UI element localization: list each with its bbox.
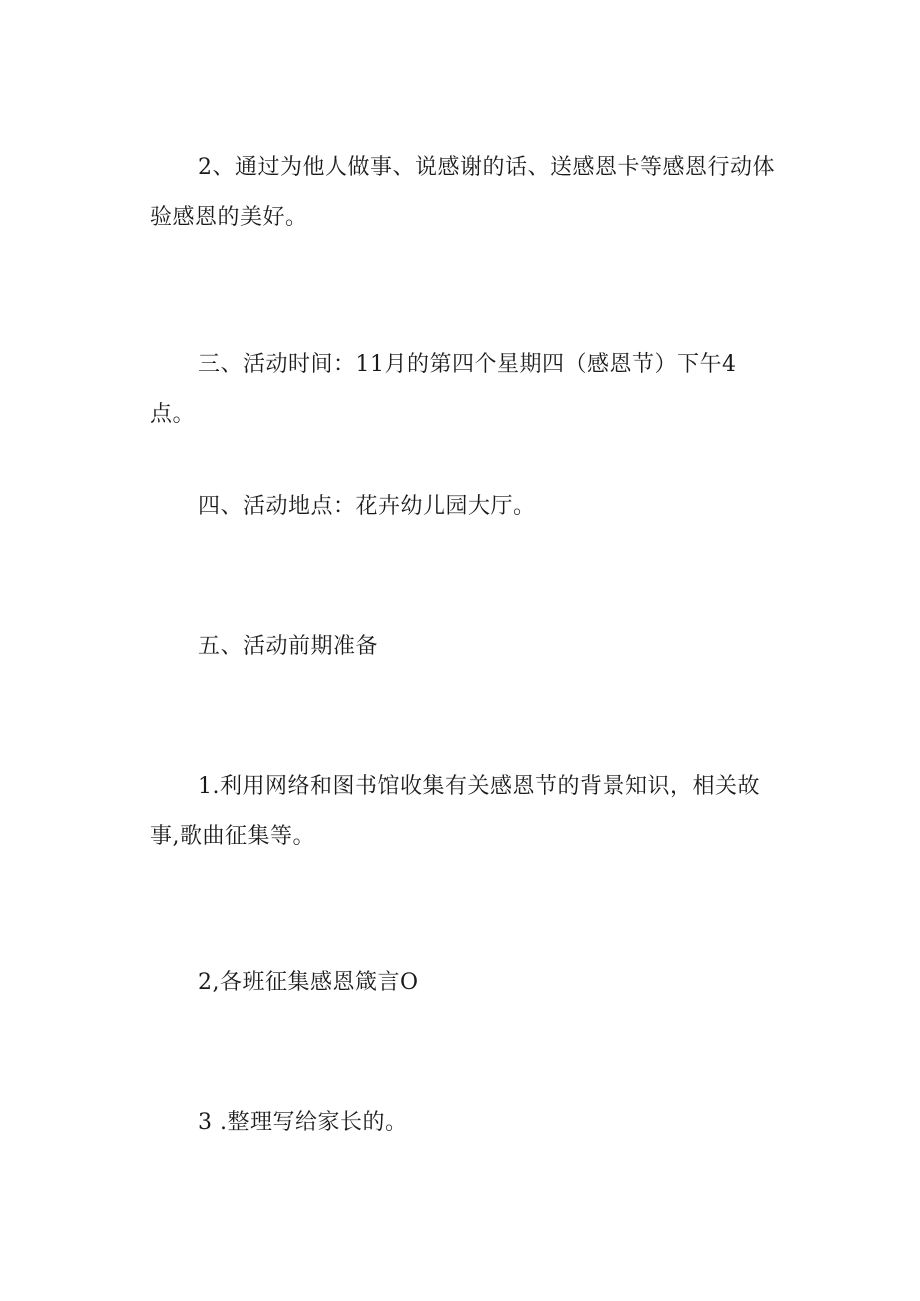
- paragraph-activity-location: 四、活动地点：花卉幼儿园大厅。: [198, 494, 536, 519]
- paragraph-activity-time: 三、活动时间：11月的第四个星期四（感恩节）下午4点。: [150, 352, 737, 427]
- paragraph-preparation-2: 2,各班征集感恩箴言O: [198, 970, 419, 995]
- paragraph-preparation-heading: 五、活动前期准备: [198, 634, 379, 659]
- paragraph-goal-2: 2、通过为他人做事、说感谢的话、送感恩卡等感恩行动体验感恩的美好。: [150, 155, 775, 230]
- paragraph-preparation-1: 1.利用网络和图书馆收集有关感恩节的背景知识，相关故事,歌曲征集等。: [150, 774, 760, 849]
- paragraph-preparation-3: 3 .整理写给家长的。: [198, 1110, 408, 1135]
